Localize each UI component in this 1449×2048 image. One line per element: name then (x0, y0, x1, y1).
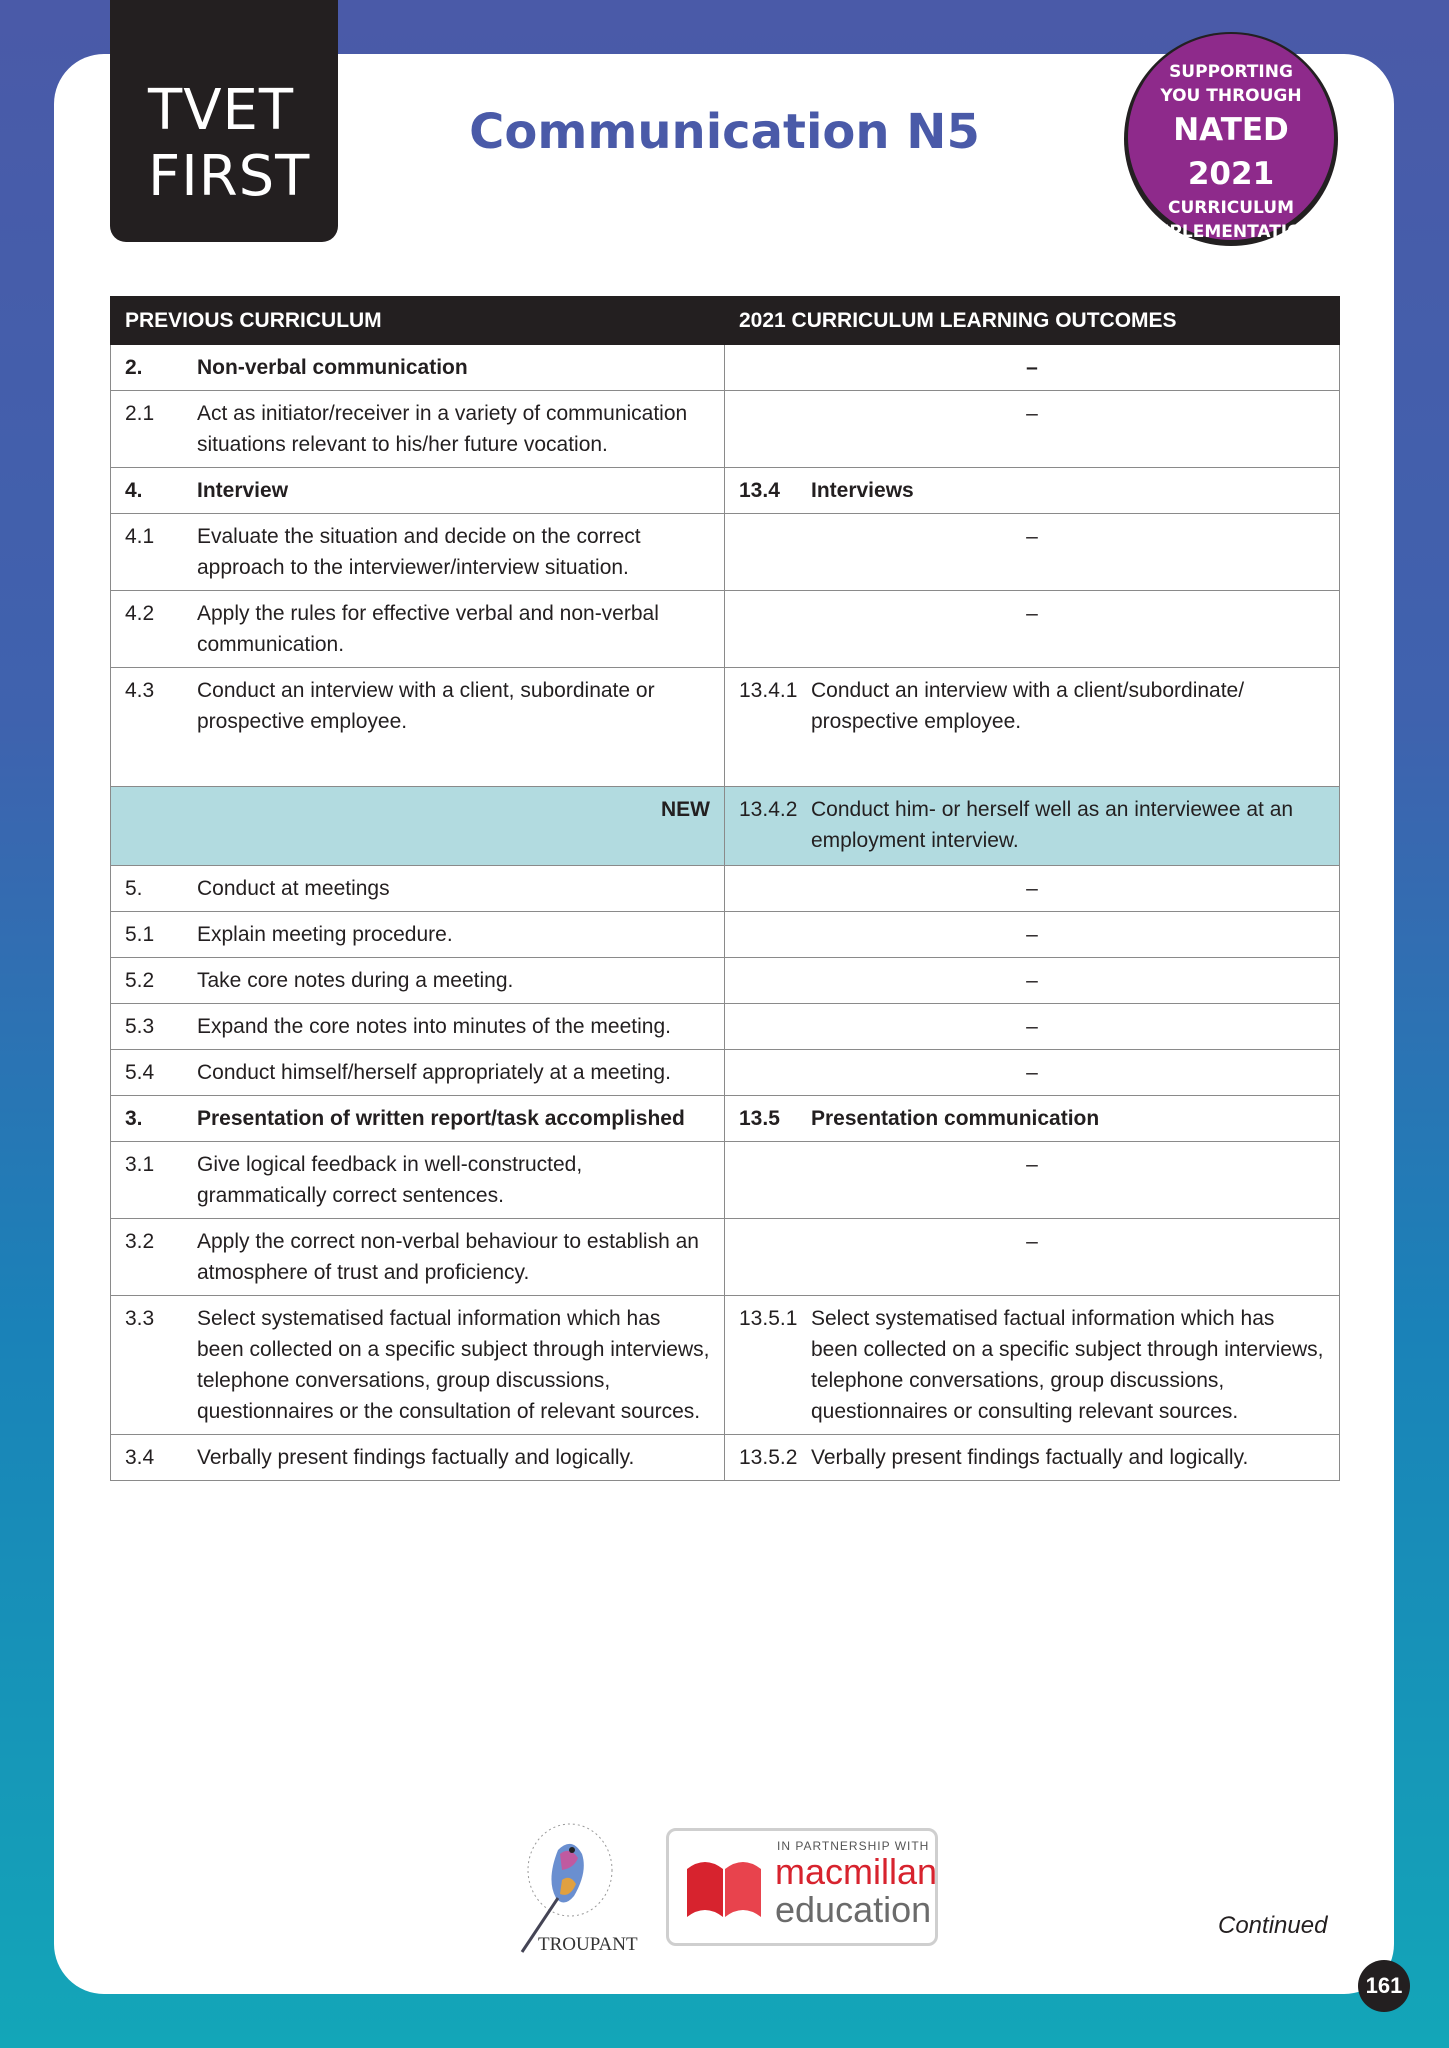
previous-number: 4.3 (125, 679, 155, 702)
previous-text: Explain meeting procedure. (197, 923, 453, 946)
outcome-number: 13.5.2 (739, 1446, 798, 1469)
previous-number: 4.2 (125, 602, 155, 625)
outcome-text: Select systematised factual information which has been collected on a specific subject through interviews, telephone conversations, group discussions, questionnaires or consulting relevant sources. (811, 1307, 1324, 1423)
badge-line3: NATED 2021 (1173, 112, 1289, 192)
outcome-cell (725, 866, 1340, 912)
outcome-dash: – (1026, 969, 1038, 992)
table-row (111, 787, 1340, 866)
previous-text: Presentation of written report/task accomplished (197, 1107, 685, 1130)
troupant-name: TROUPANT (538, 1934, 638, 1955)
outcome-number: 13.5 (739, 1107, 780, 1130)
outcome-dash: – (1026, 356, 1038, 379)
nated-badge (1124, 32, 1338, 246)
col-header-previous: PREVIOUS CURRICULUM (111, 297, 725, 345)
previous-number: 5.1 (125, 923, 155, 946)
previous-text: Apply the correct non-verbal behaviour to establish an atmosphere of trust and proficiency. (197, 1230, 699, 1284)
previous-text: Act as initiator/receiver in a variety of communication situations relevant to his/her future vocation. (197, 402, 688, 456)
previous-cell (111, 514, 725, 591)
table-row (111, 1004, 1340, 1050)
outcome-cell (725, 958, 1340, 1004)
outcome-dash: – (1026, 923, 1038, 946)
outcome-number: 13.4.1 (739, 679, 798, 702)
logo-line2: FIRST (148, 144, 311, 209)
outcome-text: Interviews (811, 479, 914, 502)
previous-number: 5.2 (125, 969, 155, 992)
previous-cell (111, 1296, 725, 1435)
table-header-row (111, 297, 1340, 345)
outcome-cell (725, 1096, 1340, 1142)
outcome-dash: – (1026, 602, 1038, 625)
outcome-cell (725, 1435, 1340, 1481)
outcome-text: Conduct an interview with a client/subordinate/ prospective employee. (811, 679, 1245, 733)
outcome-cell (725, 1142, 1340, 1219)
outcome-cell (725, 1050, 1340, 1096)
continued-label: Continued (1218, 1912, 1328, 1939)
badge-line4: CURRICULUM (1167, 198, 1294, 218)
table-row (111, 1142, 1340, 1219)
outcome-number: 13.4.2 (739, 798, 798, 821)
previous-text: Expand the core notes into minutes of the meeting. (197, 1015, 671, 1038)
table-row (111, 1096, 1340, 1142)
previous-text: Conduct himself/herself appropriately at a meeting. (197, 1061, 671, 1084)
previous-cell (111, 1142, 725, 1219)
previous-text: Conduct at meetings (197, 877, 390, 900)
previous-text: Interview (197, 479, 289, 502)
outcome-text: Verbally present findings factually and logically. (811, 1446, 1249, 1469)
macmillan-logo (666, 1828, 938, 1946)
previous-text: Apply the rules for effective verbal and non-verbal communication. (197, 602, 659, 656)
previous-number: 3.4 (125, 1446, 155, 1469)
previous-number: 5. (125, 877, 143, 900)
previous-number: 2.1 (125, 402, 155, 425)
previous-cell (111, 866, 725, 912)
outcome-cell (725, 787, 1340, 866)
table-row (111, 514, 1340, 591)
previous-cell (111, 468, 725, 514)
table-row (111, 591, 1340, 668)
table-row (111, 1219, 1340, 1296)
previous-number: 4.1 (125, 525, 155, 548)
previous-number: 3. (125, 1107, 143, 1130)
logo-line1: TVET (148, 78, 295, 143)
outcome-cell (725, 912, 1340, 958)
macmillan-word: macmillan (775, 1851, 938, 1892)
outcome-cell (725, 668, 1340, 787)
outcome-text: Presentation communication (811, 1107, 1100, 1130)
curriculum-table (110, 296, 1340, 1481)
outcome-number: 13.5.1 (739, 1307, 798, 1330)
previous-number: 3.2 (125, 1230, 155, 1253)
table-row (111, 958, 1340, 1004)
table-row (111, 1435, 1340, 1481)
previous-cell (111, 1435, 725, 1481)
outcome-dash: – (1026, 402, 1038, 425)
education-word: education (775, 1889, 932, 1930)
previous-text: Non-verbal communication (197, 356, 468, 379)
table-row (111, 866, 1340, 912)
previous-cell (111, 958, 725, 1004)
outcome-cell (725, 591, 1340, 668)
previous-number: 3.3 (125, 1307, 155, 1330)
table-row (111, 912, 1340, 958)
outcome-text: Conduct him- or herself well as an interviewee at an employment interview. (811, 798, 1294, 852)
page-title: Communication N5 (469, 104, 980, 160)
previous-text: Verbally present findings factually and logically. (197, 1446, 635, 1469)
table-row (111, 1050, 1340, 1096)
previous-cell (111, 1096, 725, 1142)
badge-line2: YOU THROUGH (1160, 86, 1302, 106)
previous-number: 3.1 (125, 1153, 155, 1176)
troupant-logo (500, 1810, 640, 1970)
table-row (111, 391, 1340, 468)
footer-logos (500, 1810, 950, 1970)
previous-cell (111, 1004, 725, 1050)
col-header-2021: 2021 CURRICULUM LEARNING OUTCOMES (725, 297, 1340, 345)
table-row (111, 668, 1340, 787)
new-label: NEW (661, 798, 710, 821)
previous-text: Conduct an interview with a client, subordinate or prospective employee. (197, 679, 655, 733)
outcome-cell (725, 345, 1340, 391)
outcome-dash: – (1026, 1153, 1038, 1176)
previous-cell (111, 912, 725, 958)
table-row (111, 345, 1340, 391)
page-number: 161 (1358, 1960, 1410, 2012)
previous-number: 5.4 (125, 1061, 155, 1084)
previous-text: Give logical feedback in well-constructed, grammatically correct sentences. (197, 1153, 583, 1207)
previous-cell (111, 1219, 725, 1296)
previous-number: 2. (125, 356, 143, 379)
outcome-dash: – (1026, 877, 1038, 900)
outcome-cell (725, 391, 1340, 468)
table-row (111, 1296, 1340, 1435)
previous-cell (111, 1050, 725, 1096)
previous-cell (111, 391, 725, 468)
outcome-cell (725, 514, 1340, 591)
previous-text: Evaluate the situation and decide on the correct approach to the interviewer/interview situation. (197, 525, 641, 579)
previous-number: 4. (125, 479, 143, 502)
outcome-dash: – (1026, 525, 1038, 548)
table-row (111, 468, 1340, 514)
previous-number: 5.3 (125, 1015, 155, 1038)
outcome-dash: – (1026, 1061, 1038, 1084)
previous-cell (111, 668, 725, 787)
outcome-cell (725, 1219, 1340, 1296)
outcome-cell (725, 1296, 1340, 1435)
outcome-cell (725, 1004, 1340, 1050)
outcome-number: 13.4 (739, 479, 780, 502)
badge-line5: IMPLEMENTATION (1146, 222, 1316, 242)
outcome-dash: – (1026, 1015, 1038, 1038)
outcome-dash: – (1026, 1230, 1038, 1253)
previous-cell (111, 591, 725, 668)
previous-cell (111, 345, 725, 391)
outcome-cell (725, 468, 1340, 514)
previous-text: Select systematised factual information which has been collected on a specific subject through interviews, telephone conversations, group discussions, questionnaires or the consultation of relevant sources. (197, 1307, 710, 1423)
macmillan-book-icon (681, 1851, 771, 1931)
previous-cell (111, 787, 725, 866)
previous-text: Take core notes during a meeting. (197, 969, 514, 992)
badge-line1: SUPPORTING (1169, 62, 1293, 82)
partner-label: IN PARTNERSHIP WITH (777, 1839, 930, 1853)
